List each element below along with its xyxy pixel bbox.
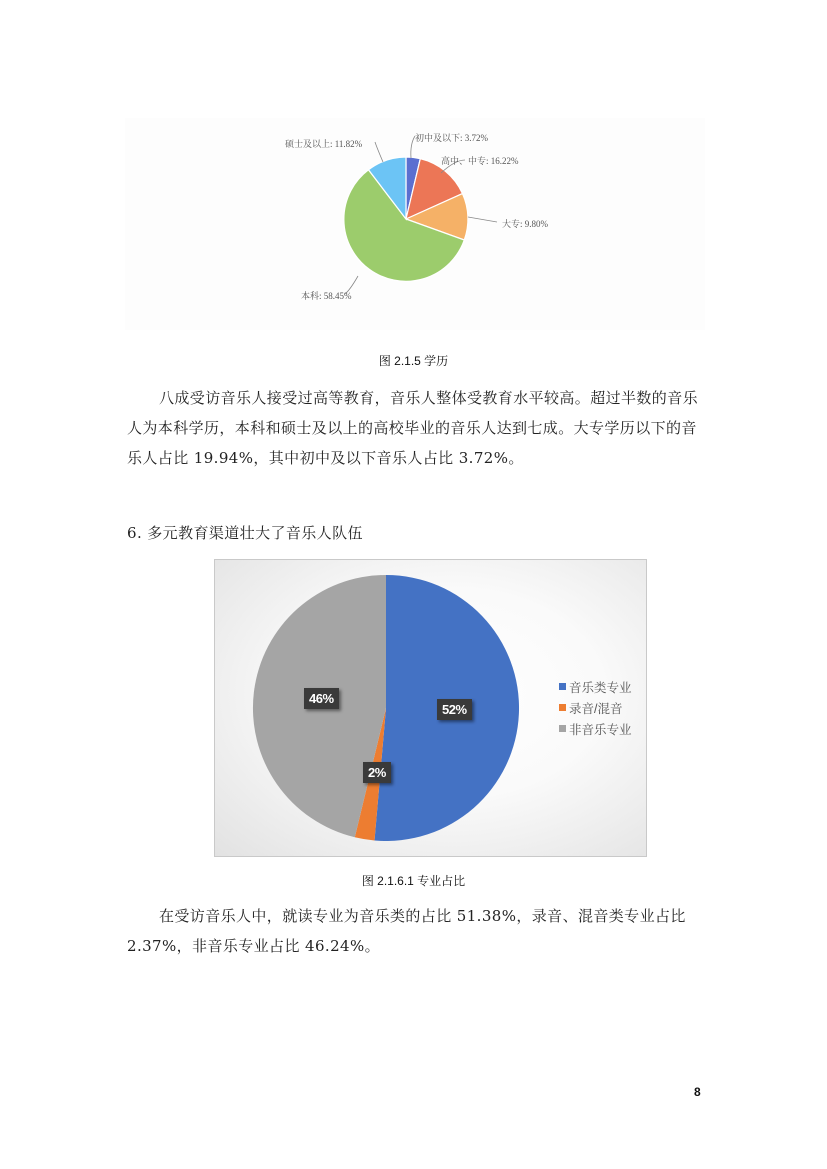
data-label-recording-mixing: 2% — [363, 762, 391, 783]
data-label-non-music: 46% — [304, 688, 339, 709]
figure2-caption: 图 2.1.6.1 专业占比 — [361, 874, 466, 888]
chart-legend — [559, 676, 632, 739]
education-pie-svg — [125, 118, 705, 330]
data-label-music-major: 52% — [437, 699, 472, 720]
paragraph-education-text: 八成受访音乐人接受过高等教育，音乐人整体受教育水平较高。超过半数的音乐人为本科学历，本科和硕士及以上的高校毕业的音乐人达到七成。大专学历以下的音乐人占比 19.94%，其中初中及以下音乐人占比 3.72%。 — [127, 389, 699, 467]
label-college: 大专: 9.80% — [502, 219, 548, 229]
label-junior-high: 初中及以下: 3.72% — [415, 133, 488, 143]
education-pie-chart — [125, 118, 705, 330]
legend-item-recording-mixing — [559, 697, 632, 718]
major-pie-chart — [214, 559, 647, 857]
figure1-caption: 图 2.1.5 学历 — [378, 354, 449, 368]
legend-label: 音乐类专业 — [569, 680, 632, 695]
paragraph-education — [127, 383, 712, 473]
legend-swatch-gray — [559, 725, 566, 732]
label-bachelor: 本科: 58.45% — [301, 291, 352, 301]
legend-item-music-major — [559, 676, 632, 697]
label-master: 硕士及以上: 11.82% — [285, 139, 363, 149]
legend-label: 非音乐专业 — [569, 722, 632, 737]
label-high-school: 高中、中专: 16.22% — [441, 156, 519, 166]
legend-item-non-music — [559, 718, 632, 739]
page-number: 8 — [694, 1085, 701, 1099]
section-heading: 6. 多元教育渠道壮大了音乐人队伍 — [127, 524, 363, 542]
paragraph-major-text: 在受访音乐人中，就读专业为音乐类的占比 51.38%，录音、混音类专业占比 2.37%，非音乐专业占比 46.24%。 — [127, 907, 686, 955]
legend-label: 录音/混音 — [569, 701, 623, 716]
legend-swatch-blue — [559, 683, 566, 690]
paragraph-major — [127, 901, 712, 961]
legend-swatch-orange — [559, 704, 566, 711]
